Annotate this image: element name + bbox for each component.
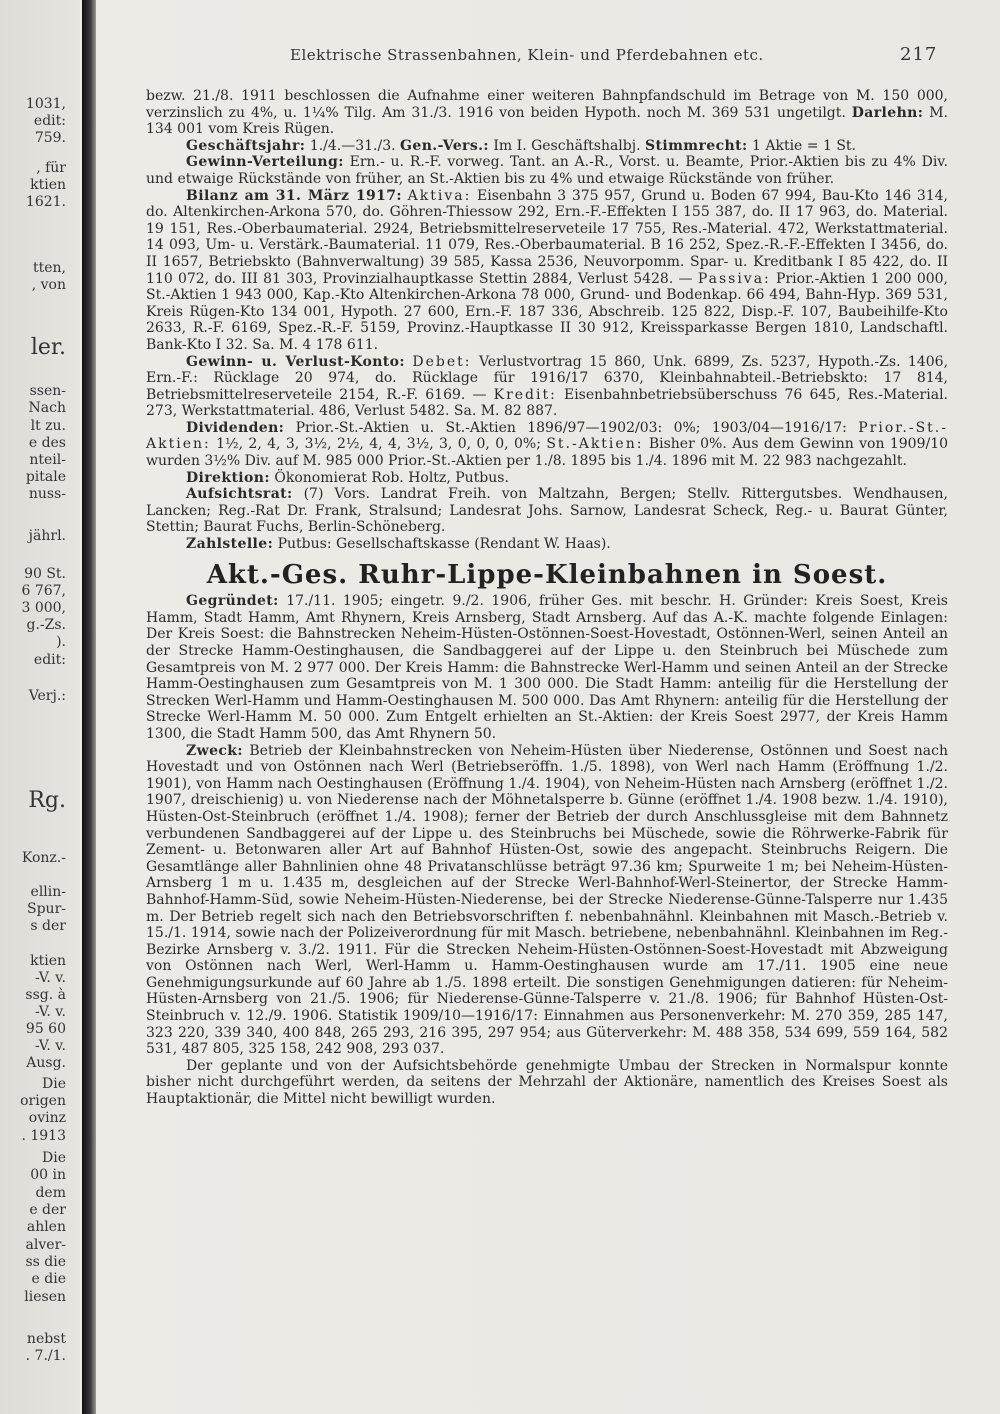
- paragraph-zahlstelle: Zahlstelle: Putbus: Gesellschaftskasse (Rendant W. Haas).: [186, 536, 611, 553]
- paragraph-zweck: Zweck: Betrieb der Kleinbahnstrecken von Neheim-Hüsten über Niederense, Ostönnen und Soest nach Hovestadt und von Ostönnen nach Werl (Betriebseröffn. 1./5. 1898), von Werl nach Hamm (Eröffnung 1./2. 1901), von Hamm nach Oestinghausen (Eröffnung 1./4. 1904), von Neheim-Hüsten nach Arnsberg (eröffnet 1./2. 1907, dreischienig) u. von Niederense nach der Möhnetalsperre b. Günne (eröffnet 1./4. 1908 bezw. 1./4. 1910), Hüsten-Ost-Steinbruch (eröffnet 1./4. 1908); ferner der Betrieb der durch Anschlussgleise mit dem Bahnnetz verbundenen Sandbaggerei auf der Lippe u. des Steinbruchs bei Müschede, sowie die Röhrwerke-Fabrik für Zement- u. Betonwaren aller Art auf Bahnhof Hüsten-Ost, sowie des angepacht. Steinbruchs Reigern. Die Gesamtlänge aller Bahnlinien ohne 48 Privatanschlüsse beträgt 97.36 km; Spurweite 1 m; bei Neheim-Hüsten-Arnsberg 1 m u. 1.435 m, desgleichen auf der Strecke Werl-Bahnhof-Werl-Steinertor, der Strecke Hamm-Bahnhof-Hamm-Süd, sowie Neheim-Hüsten-Niederense, bei der Strecke Niederense-Günne-Talsperre nur 1.435 m. Der Betrieb regelt sich nach den Betriebsvorschriften f. nebenbahnähnl. Kleinbahnen mit Masch.-Betrieb v. 15./1. 1914, sowie nach der Polizeiverordnung für mit Masch. betriebene, nebenbahnähnl. Kleinbahnen im Reg.-Bezirke Arnsberg v. 3./2. 1911. Für die Strecken Neheim-Hüsten-Ostönnen-Soest-Hovestadt mit Abzweigung von Ostönnen nach Werl, Werl-Hamm u. Hamm-Oestinghausen wurde am 17./11. 1905 eine neue Genehmigungsurkunde auf 60 Jahre ab 1./5. 1898 erteilt. Die sonstigen Genehmigungen datieren: für Neheim-Hüsten-Arnsberg von 21./5. 1906; für Niederense-Günne-Talsperre v. 21./8. 1906; für Bahnhof Hüsten-Ost-Steinbruch v. 12./9. 1906. Statistik 1909/10—1916/17: Einnahmen aus Personenverkehr: M. 270 359, 285 147, 323 220, 339 340, 400 848, 265 293, 216 395, 297 954; aus Güterverkehr: M. 488 358, 534 699, 559 164, 582 531, 487 805, 325 158, 242 908, 293 037.: [146, 742, 948, 1058]
- company-title: Akt.-Ges. Ruhr-Lippe-Kleinbahnen in Soest.: [206, 559, 888, 590]
- left-edge-fragment: 90 St.: [24, 566, 66, 582]
- left-edge-fragment: ssg. à: [25, 987, 66, 1003]
- left-edge-fragment: dem: [35, 1185, 66, 1201]
- left-edge-fragment: Die: [42, 1076, 66, 1092]
- left-edge-fragment: Spur-: [27, 901, 66, 917]
- left-edge-fragment: , für: [36, 160, 66, 176]
- left-edge-fragment: jährl.: [28, 528, 66, 544]
- left-edge-fragment: , von: [31, 277, 66, 293]
- left-edge-fragment: ahlen: [26, 1219, 66, 1235]
- paragraph-gegruendet: Gegründet: 17./11. 1905; eingetr. 9./2. 1906, früher Ges. mit beschr. H. Gründer: Kreis Soest, Kreis Hamm, Stadt Hamm, Amt Rhynern, Kreis Arnsberg, Stadt Arnsberg. Auf das A.-K. machte folgende Einlagen: Der Kreis Soest: die Bahnstrecken Neheim-Hüsten-Ostönnen-Soest-Hovestadt, Ostönnen-Werl, seinen Anteil an der Strecke Hamm-Oestinghausen, die Sandbaggerei auf der Lippe u. den Steinbruch bei Müschede zum Gesamtpreis von M. 2 977 000. Der Kreis Hamm: die Bahnstrecke Werl-Hamm und seinen Anteil an der Strecke Hamm-Oestinghausen zum Gesamtpreis von M. 1 300 000. Die Stadt Hamm: anteilig für die Herstellung der Strecken Werl-Hamm und Hamm-Oestinghausen M. 500 000. Das Amt Rhynern: anteilig für die Herstellung der Strecke Werl-Hamm M. 50 000. Zum Entgelt erhielten an St.-Aktien: der Kreis Soest 2977, der Kreis Hamm 1300, die Stadt Hamm 500, das Amt Rhynern 50.: [146, 593, 948, 742]
- left-edge-fragment: ktien: [30, 953, 66, 969]
- previous-page-edge: [0, 0, 80, 1414]
- left-edge-fragment: ).: [56, 634, 66, 650]
- paragraph-intro: bezw. 21./8. 1911 beschlossen die Aufnahme einer weiteren Bahnpfandschuld im Betrage von M. 150 000, verzinslich zu 4%, u. 1¼% Tilg. Am 31./3. 1916 von beiden Hypoth. noch M. 369 531 ungetilgt. Darlehn: M. 134 001 vom Kreis Rügen.: [146, 88, 948, 138]
- left-edge-fragment: e der: [29, 1202, 66, 1218]
- left-edge-fragment: lt zu.: [30, 418, 66, 434]
- left-edge-fragment: 3 000,: [21, 600, 66, 616]
- left-edge-fragment: nuss-: [28, 486, 66, 502]
- left-edge-fragment: s der: [30, 918, 66, 934]
- left-edge-fragment: ssen-: [29, 383, 66, 399]
- left-edge-fragment: origen: [20, 1093, 66, 1109]
- paragraph-umbau: Der geplante und von der Aufsichtsbehörde genehmigte Umbau der Strecken in Normalspur konnte bisher nicht durchgeführt werden, da seitens der Mehrzahl der Aktionäre, namentlich des Kreises Soest als Hauptaktionär, die Mittel nicht bewilligt wurden.: [146, 1057, 948, 1108]
- left-edge-fragment: Nach: [28, 400, 66, 416]
- paragraph-aufsichtsrat: Aufsichtsrat: (7) Vors. Landrat Freih. von Maltzahn, Bergen; Stellv. Rittergutsbes. Wendhausen, Lancken; Reg.-Rat Dr. Frank, Stralsund; Landesrat Johs. Sarnow, Landesrat Scheck, Reg.- u. Baurat Günter, Stettin; Baurat Fuchs, Berlin-Schöneberg.: [146, 486, 949, 536]
- left-edge-fragment: edit:: [33, 113, 66, 129]
- left-edge-fragment: ovinz: [28, 1110, 66, 1126]
- left-edge-fragment: e des: [28, 435, 66, 451]
- left-edge-fragment: Rg.: [28, 788, 66, 813]
- left-edge-fragment: edit:: [33, 652, 66, 668]
- left-edge-fragment: Verj.:: [28, 688, 66, 704]
- left-edge-fragment: -V. v.: [35, 1038, 66, 1054]
- paragraph-gewinn-verlust: Gewinn- u. Verlust-Konto: Debet: Verlustvortrag 15 860, Unk. 6899, Zs. 5237, Hypoth.-Zs. 1406, Ern.-F.: Rücklage 20 974, do. Rücklage für 1916/17 6370, Kleinbahnabteil.-Betriebskto: 17 814, Betriebsmittelreserveteile 2154, R.-F. 6169. — Kredit: Eisenbahnbetriebsüberschuss 76 645, Res.-Material. 273, Werkstattmaterial. 486, Verlust 5482. Sa. M. 82 887.: [146, 353, 949, 420]
- left-edge-fragment: nteil-: [29, 452, 66, 468]
- left-edge-fragment: liesen: [24, 1289, 66, 1305]
- running-header: Elektrische Strassenbahnen, Klein- und Pferdebahnen etc.: [290, 46, 764, 64]
- left-edge-fragment: Die: [42, 1150, 66, 1166]
- left-edge-fragment: pitale: [25, 469, 66, 485]
- left-edge-fragment: e die: [31, 1271, 66, 1287]
- left-edge-fragment: Ausg.: [26, 1055, 66, 1071]
- left-edge-fragment: ellin-: [30, 884, 66, 900]
- paragraph-gewinn-verteilung: Gewinn-Verteilung: Ern.- u. R.-F. vorweg. Tant. an A.-R., Vorst. u. Beamte, Prior.-Aktien bis zu 4% Div. und etwaige Rückstände von früher, an St.-Aktien bis zu 4% und etwaige Rückstände von früher.: [146, 154, 949, 187]
- paragraph-dividenden: Dividenden: Prior.-St.-Aktien u. St.-Aktien 1896/97—1902/03: 0%; 1903/04—1916/17: Prior.-St.-Aktien: 1½, 2, 4, 3, 3½, 2½, 4, 4, 3½, 3, 0, 0, 0, 0%; St.-Aktien: Bisher 0%. Aus dem Gewinn von 1909/10 wurden 3½% Div. auf M. 985 000 Prior.-St.-Aktien per 1./8. 1895 bis 1./4. 1896 mit M. 22 983 nachgezahlt.: [146, 419, 949, 470]
- left-edge-fragment: . 1913: [21, 1128, 66, 1144]
- left-edge-fragment: alver-: [25, 1237, 66, 1253]
- left-edge-fragment: -V. v.: [35, 970, 66, 986]
- left-edge-fragment: 1031,: [25, 96, 66, 112]
- left-edge-fragment: 759.: [34, 130, 66, 146]
- left-edge-fragment: ler.: [30, 335, 66, 360]
- left-edge-fragment: 1621.: [25, 194, 66, 210]
- left-edge-fragment: nebst: [26, 1331, 66, 1347]
- left-edge-fragment: 6 767,: [21, 583, 66, 599]
- page-number: 217: [900, 44, 938, 65]
- left-edge-fragment: 95 60: [25, 1021, 66, 1037]
- left-edge-fragment: . 7./1.: [25, 1348, 66, 1364]
- left-edge-fragment: Konz.-: [21, 850, 66, 866]
- paragraph-direktion: Direktion: Ökonomierat Rob. Holtz, Putbus.: [186, 469, 509, 486]
- left-edge-fragment: 00 in: [30, 1167, 66, 1183]
- left-edge-fragment: ktien: [30, 177, 66, 193]
- book-gutter: [82, 0, 96, 1414]
- main-text-column: [146, 88, 948, 1108]
- left-edge-fragment: ss die: [25, 1254, 66, 1270]
- left-edge-fragment: g.-Zs.: [26, 617, 66, 633]
- paragraph-geschaeftsjahr: Geschäftsjahr: 1./4.—31./3. Gen.-Vers.: Im I. Geschäftshalbj. Stimmrecht: 1 Aktie = 1 St.: [186, 137, 856, 154]
- left-edge-fragment: tten,: [32, 260, 66, 276]
- paragraph-bilanz: Bilanz am 31. März 1917: Aktiva: Eisenbahn 3 375 957, Grund u. Boden 67 994, Bau-Kto 146 314, do. Altenkirchen-Arkona 570, do. Göhren-Thiessow 292, Ern.-F.-Effekten I 155 387, do. II 17 963, do. Material. 19 151, Res.-Oberbaumaterial. 2924, Betriebsmittelreserveteile 17 755, Res.-Material. 472, Werkstattmaterial. 14 093, Um- u. Verstärk.-Baumaterial. 11 079, Res.-Oberbaumaterial. B 16 252, Spez.-R.-F.-Effekten I 3456, do. II 1657, Betriebskto (Bahnverwaltung) 39 585, Kassa 2536, Neuvorpomm. Spar- u. Kreditbank I 85 422, do. II 110 072, do. III 81 303, Provinzialhauptkasse Stettin 2884, Verlust 5428. — Passiva: Prior.-Aktien 1 200 000, St.-Aktien 1 943 000, Kap.-Kto Altenkirchen-Arkona 78 000, Grund- und Bodenkap. 66 494, Bahn-Hyp. 369 531, Kreis Rügen-Kto 134 001, Hypoth. 27 600, Ern.-F. 187 336, Abschreib. 125 822, Disp.-F. 107, Baubeihilfe-Kto 2633, R.-F. 6169, Spez.-R.-F. 5159, Provinz.-Hauptkasse II 30 912, Kreissparkasse Bergen 1810, Landschaftl. Bank-Kto I 32. Sa. M. 4 178 611.: [146, 187, 948, 353]
- left-edge-fragment: -V. v.: [35, 1004, 66, 1020]
